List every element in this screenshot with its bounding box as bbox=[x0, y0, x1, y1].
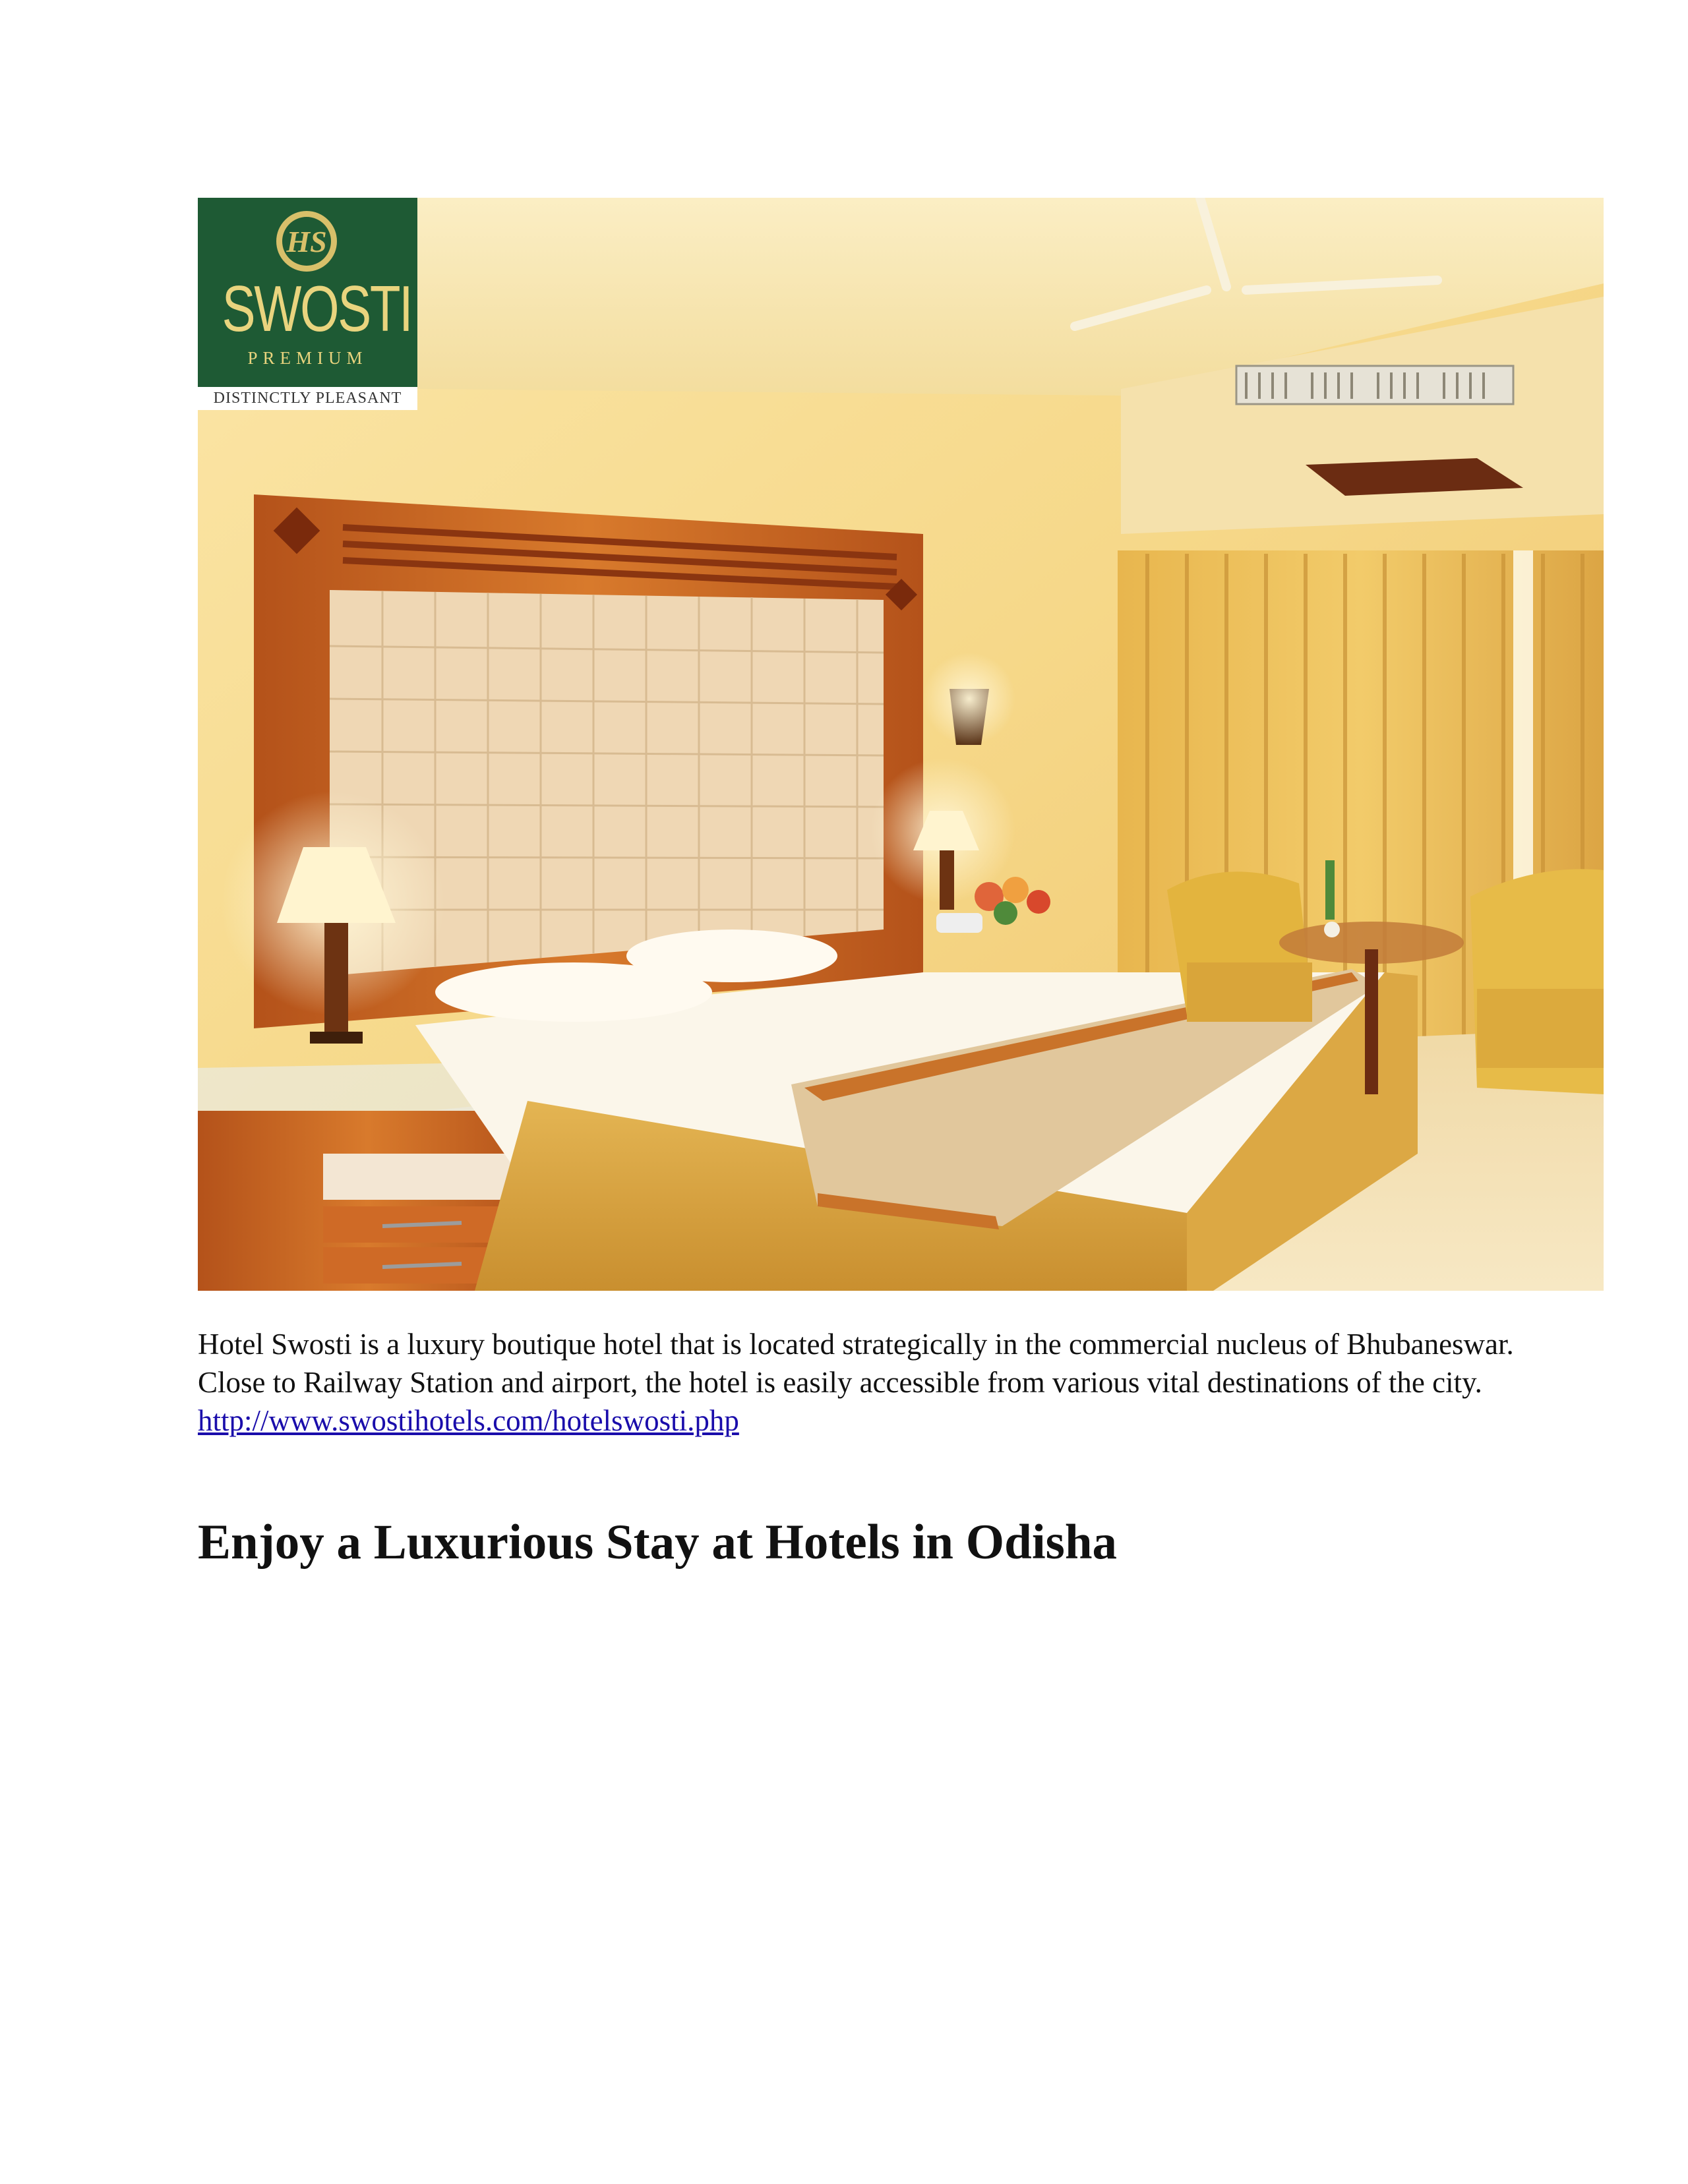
hotel-logo bbox=[198, 198, 417, 410]
hotel-website-link[interactable]: http://www.swostihotels.com/hotelswosti.php bbox=[198, 1404, 739, 1437]
logo-monogram: HS bbox=[282, 217, 331, 266]
monogram-emblem-icon bbox=[276, 211, 337, 272]
article-body bbox=[198, 1325, 1550, 1440]
logo-name: SWOSTI bbox=[222, 272, 412, 345]
hotel-description: Hotel Swosti is a luxury boutique hotel that is located strategically in the commercial nucleus of Bhubaneswar. Close to Railway Station and airport, the hotel is easily accessible from various vital destinations of the city. bbox=[198, 1328, 1514, 1399]
section-heading: Enjoy a Luxurious Stay at Hotels in Odisha bbox=[198, 1515, 1118, 1570]
armchair-right bbox=[1470, 869, 1604, 1094]
ac-vent bbox=[1236, 366, 1513, 404]
logo-subtitle: PREMIUM bbox=[247, 348, 368, 368]
hotel-room-photo bbox=[198, 198, 1604, 1291]
telephone bbox=[936, 913, 982, 933]
logo-tagline: DISTINCTLY PLEASANT bbox=[198, 387, 417, 410]
